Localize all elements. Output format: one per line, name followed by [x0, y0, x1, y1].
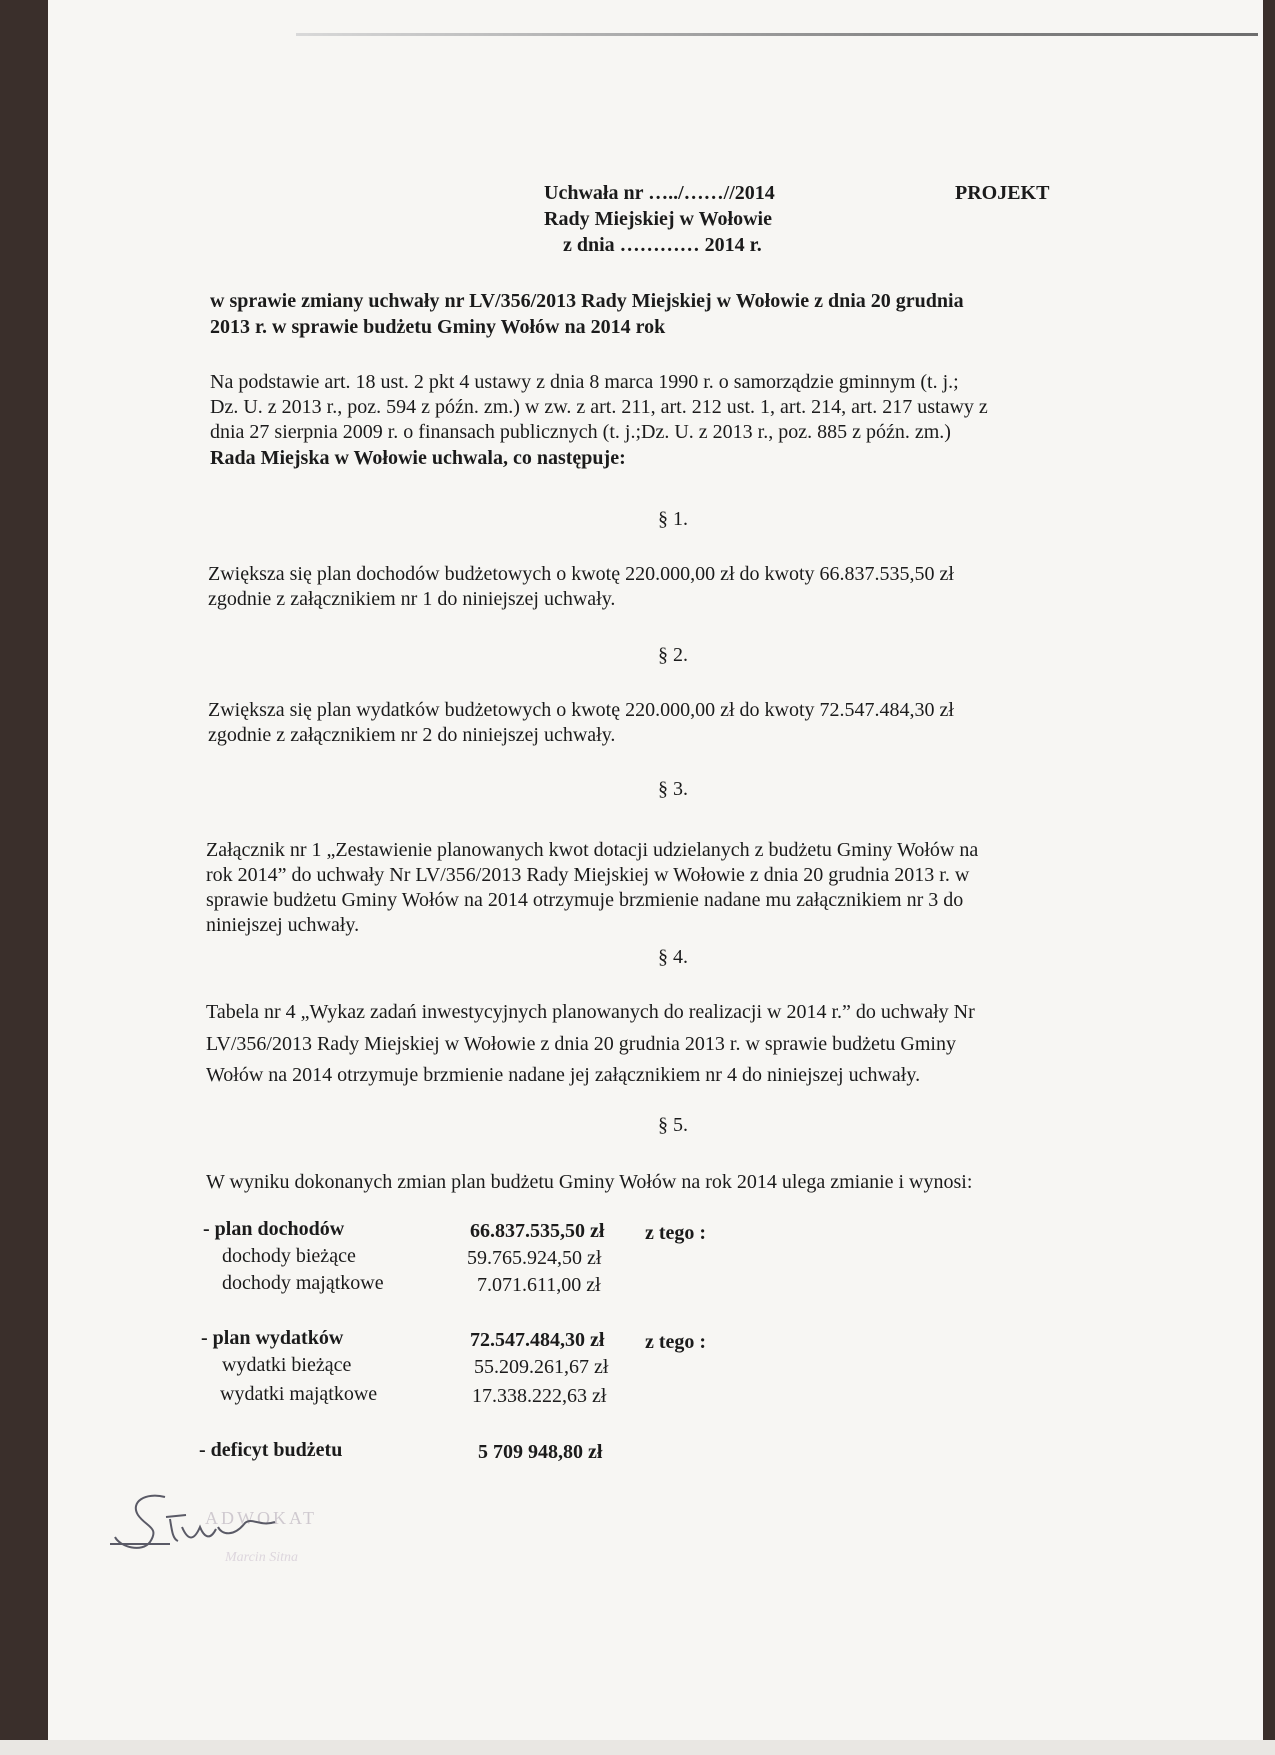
lawyer-stamp-name: Marcin Sitna — [225, 1550, 298, 1565]
expense-property-label: wydatki majątkowe — [220, 1383, 378, 1405]
expense-plan-value: 72.547.484,30 zł — [470, 1329, 605, 1351]
section-3-sign: § 3. — [658, 778, 688, 800]
project-label: PROJEKT — [955, 182, 1050, 204]
resolution-date: z dnia ………… 2014 r. — [563, 234, 762, 256]
expense-property-value: 17.338.222,63 zł — [472, 1385, 607, 1407]
handwritten-signature — [110, 1487, 310, 1567]
scan-edge — [0, 1740, 1275, 1755]
income-property-value: 7.071.611,00 zł — [477, 1274, 601, 1296]
income-plan-label: - plan dochodów — [203, 1218, 345, 1240]
section-4-line-1: Tabela nr 4 „Wykaz zadań inwestycyjnych planowanych do realizacji w 2014 r.” do uchwały Nr — [206, 1001, 975, 1023]
preamble-line-1: Na podstawie art. 18 ust. 2 pkt 4 ustawy z dnia 8 marca 1990 r. o samorządzie gminnym (t. j.; — [210, 371, 959, 393]
section-1-line-1: Zwiększa się plan dochodów budżetowych o kwotę 220.000,00 zł do kwoty 66.837.535,50 zł — [208, 563, 954, 585]
section-4-line-3: Wołów na 2014 otrzymuje brzmienie nadane jej załącznikiem nr 4 do niniejszej uchwały. — [206, 1064, 921, 1086]
section-3-line-4: niniejszej uchwały. — [206, 914, 360, 936]
section-2-line-2: zgodnie z załącznikiem nr 2 do niniejszej uchwały. — [208, 724, 616, 746]
section-3-line-2: rok 2014” do uchwały Nr LV/356/2013 Rady Miejskiej w Wołowie z dnia 20 grudnia 2013 r. w — [206, 864, 970, 886]
deficit-label: - deficyt budżetu — [199, 1439, 343, 1461]
resolution-number: Uchwała nr …../……//2014 — [544, 182, 775, 204]
section-2-sign: § 2. — [658, 644, 688, 666]
income-plan-value: 66.837.535,50 zł — [470, 1220, 605, 1242]
section-4-sign: § 4. — [658, 946, 688, 968]
section-1-line-2: zgodnie z załącznikiem nr 1 do niniejszej uchwały. — [208, 588, 616, 610]
section-5-line-1: W wyniku dokonanych zmian plan budżetu Gminy Wołów na rok 2014 ulega zmianie i wynosi: — [206, 1171, 973, 1193]
expense-current-value: 55.209.261,67 zł — [474, 1356, 609, 1378]
section-3-line-3: sprawie budżetu Gminy Wołów na 2014 otrzymuje brzmienie nadane mu załącznikiem nr 3 do — [206, 889, 964, 911]
preamble-line-4: Rada Miejska w Wołowie uchwala, co następuje: — [210, 447, 626, 469]
expense-plan-suffix: z tego : — [645, 1331, 707, 1353]
section-3-line-1: Załącznik nr 1 „Zestawienie planowanych kwot dotacji udzielanych z budżetu Gminy Wołów na — [206, 839, 979, 861]
income-current-value: 59.765.924,50 zł — [467, 1247, 602, 1269]
lawyer-stamp: ADWOKAT — [205, 1508, 317, 1528]
subject-line-2: 2013 r. w sprawie budżetu Gminy Wołów na 2014 rok — [210, 316, 666, 338]
income-property-label: dochody majątkowe — [222, 1272, 384, 1294]
council-name: Rady Miejskiej w Wołowie — [544, 208, 772, 230]
section-5-sign: § 5. — [658, 1114, 688, 1136]
section-4-line-2: LV/356/2013 Rady Miejskiej w Wołowie z dnia 20 grudnia 2013 r. w sprawie budżetu Gminy — [206, 1033, 956, 1055]
preamble-line-3: dnia 27 sierpnia 2009 r. o finansach publicznych (t. j.;Dz. U. z 2013 r., poz. 885 z późn. zm.) — [210, 421, 951, 443]
deficit-value: 5 709 948,80 zł — [478, 1441, 603, 1463]
preamble-line-2: Dz. U. z 2013 r., poz. 594 z późn. zm.) w zw. z art. 211, art. 212 ust. 1, art. 214, art. 217 ustawy z — [210, 396, 988, 418]
expense-plan-label: - plan wydatków — [201, 1327, 344, 1349]
income-plan-suffix: z tego : — [645, 1222, 707, 1244]
top-rule — [296, 33, 1258, 36]
subject-line-1: w sprawie zmiany uchwały nr LV/356/2013 Rady Miejskiej w Wołowie z dnia 20 grudnia — [210, 290, 964, 312]
expense-current-label: wydatki bieżące — [222, 1354, 352, 1376]
section-2-line-1: Zwiększa się plan wydatków budżetowych o kwotę 220.000,00 zł do kwoty 72.547.484,30 zł — [208, 699, 954, 721]
section-1-sign: § 1. — [658, 508, 688, 530]
income-current-label: dochody bieżące — [222, 1245, 356, 1267]
